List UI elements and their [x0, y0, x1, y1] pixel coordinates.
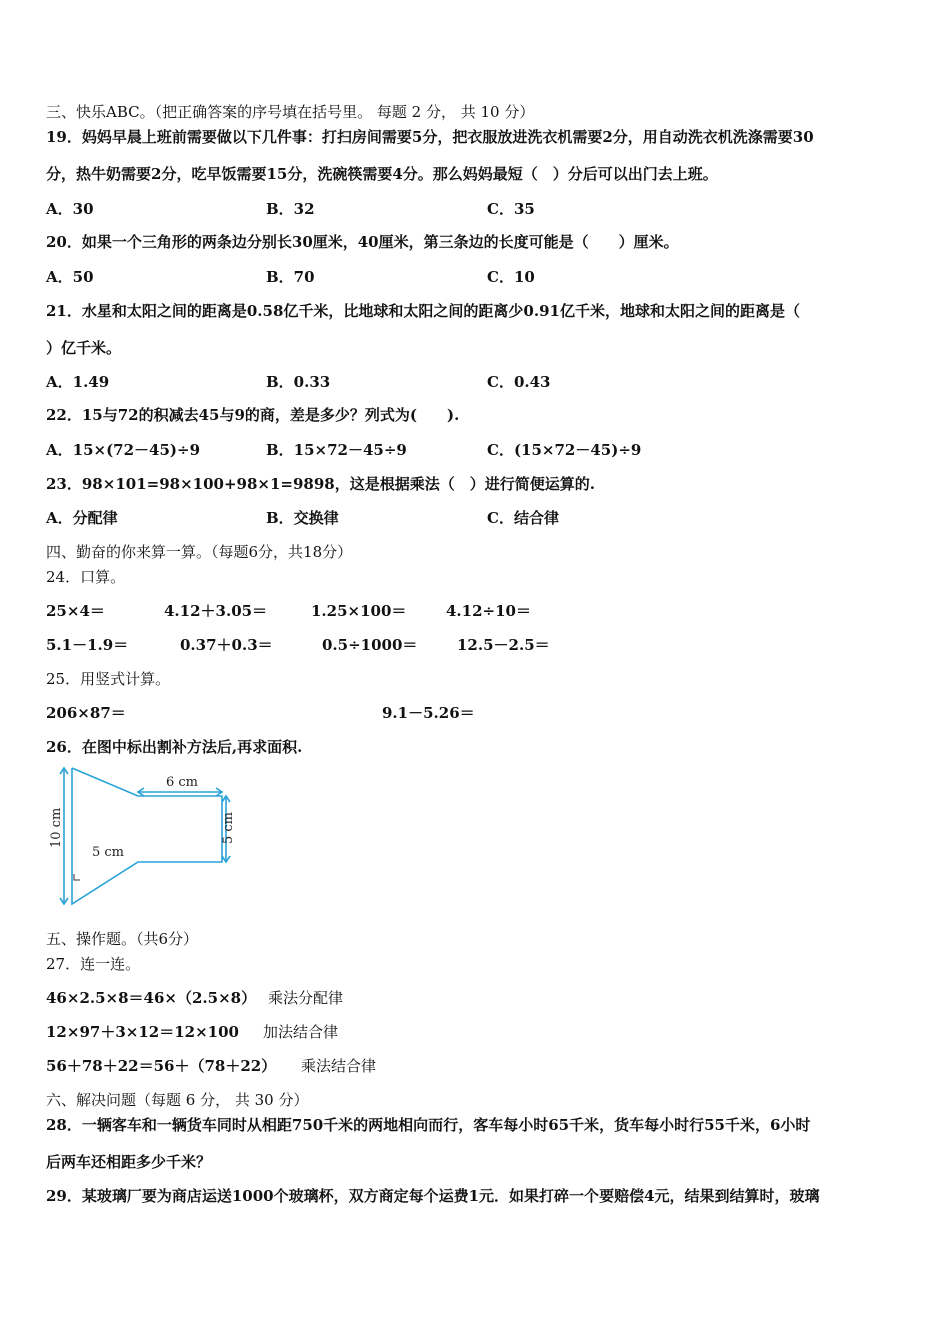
q21-line-1: 21．水星和太阳之间的距离是0.58亿千米，比地球和太阳之间的距离少0.91亿千米，地球和太阳之间的距离是（	[46, 302, 800, 320]
q26-figure	[40, 762, 260, 912]
q22-option-b: B．15×72－45÷9	[266, 441, 407, 459]
label-right: 5 cm	[221, 811, 236, 844]
oral-calc-4: 4.12÷10＝	[446, 602, 531, 620]
oral-calc-1: 25×4＝	[46, 602, 105, 620]
q28-line-1: 28．一辆客车和一辆货车同时从相距750千米的两地相向而行，客车每小时65千米，货车每小时行55千米，6小时	[46, 1116, 811, 1134]
q22-option-c: C．(15×72－45)÷9	[487, 441, 642, 459]
q23-option-c: C．结合律	[487, 509, 559, 527]
q21-line-2: ）亿千米。	[46, 339, 122, 357]
q19-option-b: B．32	[266, 200, 315, 218]
match-law-2: 加法结合律	[263, 1023, 339, 1041]
q23-option-a: A．分配律	[46, 509, 118, 527]
vertical-calc-2: 9.1－5.26＝	[382, 704, 475, 722]
q22-option-a: A．15×(72－45)÷9	[46, 441, 201, 459]
section-3-title: 三、快乐ABC。（把正确答案的序号填在括号里。 每题 2 分， 共 10 分）	[46, 103, 535, 121]
oral-calc-2: 4.12＋3.05＝	[164, 602, 268, 620]
match-expr-2: 12×97＋3×12＝12×100	[46, 1023, 239, 1041]
q21-option-c: C．0.43	[487, 373, 551, 391]
q20-option-a: A．50	[46, 268, 94, 286]
oral-calc-7: 0.5÷1000＝	[322, 636, 418, 654]
q19-line-2: 分，热牛奶需要2分，吃早饭需要15分，洗碗筷需要4分。那么妈妈最短（ ）分后可以出门去上班。	[46, 165, 718, 183]
match-law-3: 乘法结合律	[301, 1057, 377, 1075]
q19-option-a: A．30	[46, 200, 94, 218]
match-expr-3: 56＋78＋22＝56＋（78＋22）	[46, 1057, 277, 1075]
q19-option-c: C．35	[487, 200, 535, 218]
q20-line-1: 20．如果一个三角形的两条边分别长30厘米，40厘米，第三条边的长度可能是（ ）厘米。	[46, 233, 679, 251]
vertical-calc-1: 206×87＝	[46, 704, 126, 722]
q29-line-1: 29．某玻璃厂要为商店运送1000个玻璃杯，双方商定每个运费1元．如果打碎一个要赔偿4元，结果到结算时，玻璃	[46, 1187, 820, 1205]
q19-line-1: 19．妈妈早晨上班前需要做以下几件事：打扫房间需要5分，把衣服放进洗衣机需要2分，用自动洗衣机洗涤需要30	[46, 128, 814, 146]
q22-line-1: 22．15与72的积减去45与9的商，差是多少？列式为( ).	[46, 406, 460, 424]
match-expr-1: 46×2.5×8＝46×（2.5×8）	[46, 989, 257, 1007]
oral-calc-6: 0.37＋0.3＝	[180, 636, 273, 654]
q25-title: 25．用竖式计算。	[46, 670, 171, 688]
q23-option-b: B．交换律	[266, 509, 339, 527]
q20-option-b: B．70	[266, 268, 315, 286]
q24-title: 24．口算。	[46, 568, 126, 586]
q21-option-a: A．1.49	[46, 373, 110, 391]
section-5-title: 五、操作题。（共6分）	[46, 930, 199, 948]
label-bottom: 5 cm	[92, 845, 125, 860]
figure-outline	[72, 768, 222, 904]
q26-title: 26．在图中标出割补方法后,再求面积.	[46, 738, 303, 756]
oral-calc-5: 5.1－1.9＝	[46, 636, 129, 654]
q20-option-c: C．10	[487, 268, 535, 286]
q23-line-1: 23．98×101=98×100+98×1=9898，这是根据乘法（ ）进行简便运算的.	[46, 475, 595, 493]
oral-calc-8: 12.5－2.5＝	[457, 636, 550, 654]
match-law-1: 乘法分配律	[268, 989, 344, 1007]
section-4-title: 四、勤奋的你来算一算。（每题6分，共18分）	[46, 543, 353, 561]
q27-title: 27．连一连。	[46, 955, 141, 973]
q21-option-b: B．0.33	[266, 373, 331, 391]
section-6-title: 六、解决问题（每题 6 分， 共 30 分）	[46, 1091, 309, 1109]
oral-calc-3: 1.25×100＝	[311, 602, 407, 620]
label-left: 10 cm	[49, 807, 64, 848]
right-angle-mark	[74, 874, 80, 880]
label-top: 6 cm	[166, 775, 199, 790]
q28-line-2: 后两车还相距多少千米？	[46, 1153, 212, 1171]
